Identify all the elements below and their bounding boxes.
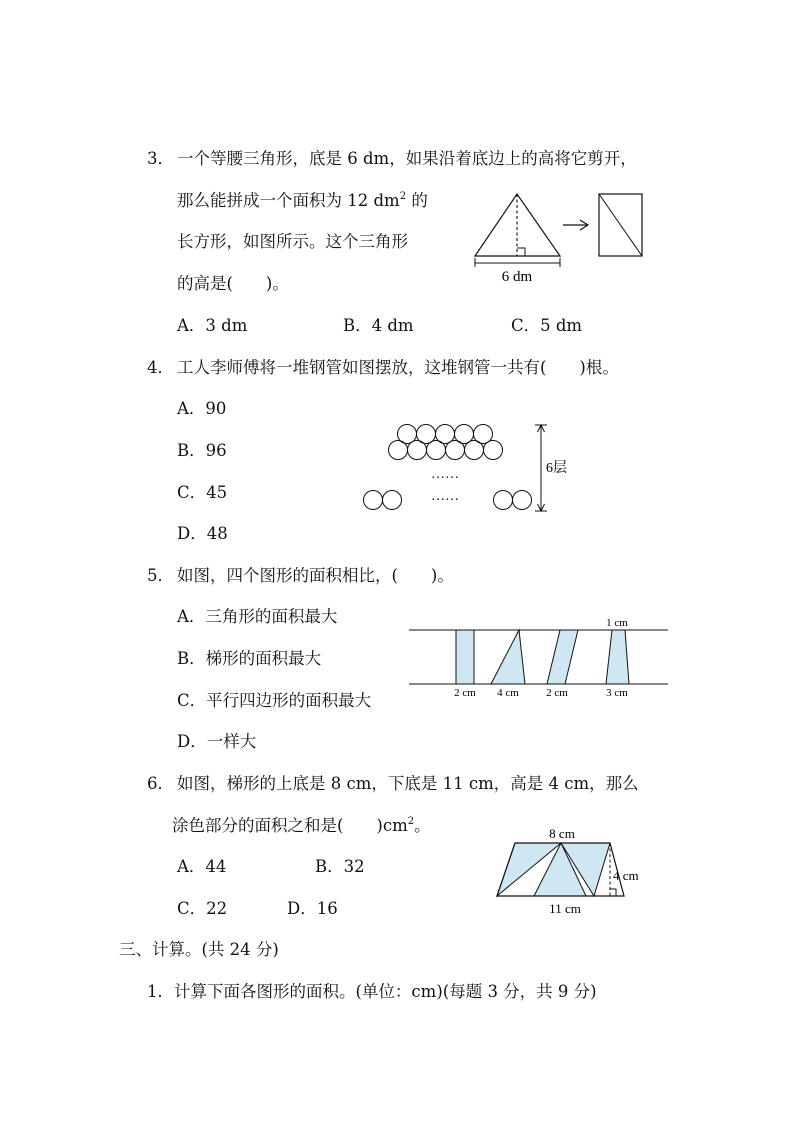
q5-text: 如图，四个图形的面积相比，( )。 xyxy=(177,566,454,585)
q3-option-a: A．3 dm xyxy=(177,316,248,335)
q5-option-a: A．三角形的面积最大 xyxy=(177,607,338,626)
q6-line1: 如图，梯形的上底是 8 cm，下底是 11 cm，高是 4 cm，那么 xyxy=(177,774,639,793)
bottom-base-label: 11 cm xyxy=(549,901,581,916)
q5-number: 5． xyxy=(147,566,174,585)
bottom-label-4: 3 cm xyxy=(606,687,628,699)
q3-line4: 的高是( )。 xyxy=(177,274,289,293)
q3-option-c: C．5 dm xyxy=(511,316,583,335)
isosceles-triangle xyxy=(475,194,560,256)
top-length-label: 1 cm xyxy=(606,617,628,629)
pipe-row-top xyxy=(398,425,493,444)
height-label: 4 cm xyxy=(613,868,639,883)
q4-option-a: A．90 xyxy=(177,399,227,418)
layers-label: 6层 xyxy=(546,461,567,476)
q6-line2-sup: 2 xyxy=(407,816,415,827)
q6-option-a: A．44 xyxy=(177,857,227,876)
bottom-label-3: 2 cm xyxy=(546,687,568,699)
q6-line2-end: 。 xyxy=(414,816,431,835)
q3-line2-end: 的 xyxy=(406,191,428,210)
section-3-q1: 1．计算下面各图形的面积。(单位：cm)(每题 3 分，共 9 分) xyxy=(147,982,597,1001)
rectangle-diagonal xyxy=(599,194,642,256)
q5-figure xyxy=(405,616,673,702)
q6-line2 xyxy=(172,815,431,837)
ellipsis-upper: …… xyxy=(431,467,459,482)
q4-text: 工人李师傅将一堆钢管如图摆放，这堆钢管一共有( )根。 xyxy=(177,358,619,377)
q4-figure xyxy=(360,420,570,516)
ellipsis-lower: …… xyxy=(431,489,459,504)
height-right-angle xyxy=(610,889,616,896)
q6-number: 6． xyxy=(147,774,174,793)
bottom-label-2: 4 cm xyxy=(497,687,519,699)
top-base-label: 8 cm xyxy=(549,826,575,841)
q5-option-d: D．一样大 xyxy=(177,732,257,751)
right-angle-mark xyxy=(517,248,525,256)
pipe-row-bottom-left xyxy=(364,491,402,510)
q3-line2-sup: 2 xyxy=(399,191,407,202)
rectangle-shape xyxy=(456,630,474,684)
q3-line2-text: 那么能拼成一个面积为 12 dm xyxy=(177,191,400,210)
q5-option-b: B．梯形的面积最大 xyxy=(177,649,322,668)
section-3-title: 三、计算。(共 24 分) xyxy=(119,940,279,959)
q3-line3: 长方形，如图所示。这个三角形 xyxy=(177,232,408,251)
q3-number: 3． xyxy=(147,149,174,168)
base-label: 6 dm xyxy=(501,269,533,285)
bottom-label-1: 2 cm xyxy=(454,687,476,699)
q4-option-d: D．48 xyxy=(177,524,228,543)
parallelogram-shape xyxy=(547,630,578,684)
q3-figure xyxy=(466,185,656,290)
q6-line2-text: 涂色部分的面积之和是( )cm xyxy=(172,816,408,835)
q5-option-c: C．平行四边形的面积最大 xyxy=(177,691,372,710)
q4-number: 4． xyxy=(147,358,174,377)
q3-line1: 一个等腰三角形，底是 6 dm，如果沿着底边上的高将它剪开， xyxy=(177,149,637,168)
pipe-row-bottom-right xyxy=(494,491,532,510)
q4-option-c: C．45 xyxy=(177,483,228,502)
q6-option-d: D．16 xyxy=(287,899,338,918)
q4-option-b: B．96 xyxy=(177,441,227,460)
q6-option-c: C．22 xyxy=(177,899,228,918)
triangle-shape xyxy=(491,630,525,684)
q6-figure xyxy=(492,822,652,918)
q3-option-b: B．4 dm xyxy=(343,316,414,335)
q3-line2 xyxy=(177,190,428,212)
trapezoid-shape xyxy=(606,630,629,684)
q6-option-b: B．32 xyxy=(315,857,365,876)
